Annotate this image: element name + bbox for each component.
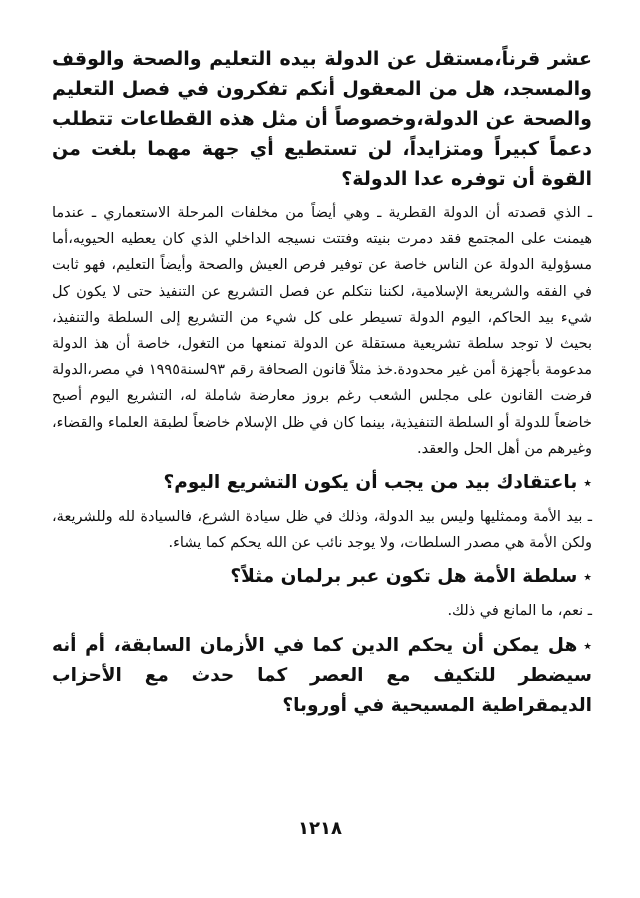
question-2-text: باعتقادك بيد من يجب أن يكون التشريع اليوم؟ xyxy=(163,472,578,494)
page-content xyxy=(52,44,592,727)
question-4 xyxy=(52,631,592,721)
question-marker: ٭ xyxy=(583,635,592,655)
page-number: ١٢١٨ xyxy=(298,818,342,839)
answer-paragraph-3: ـ نعم، ما المانع في ذلك. xyxy=(447,603,592,620)
question-4-text: هل يمكن أن يحكم الدين كما في الأزمان السابقة، أم أنه سيضطر للتكيف مع العصر كما حدث مع الأحزاب الديمقراطية المسيحية في أوروبا؟ xyxy=(52,634,592,716)
answer-paragraph-1: ـ الذي قصدته أن الدولة القطرية ـ وهي أيضاً من مخلفات المرحلة الاستعماري ـ عندما هيمنت على المجتمع فقد دمرت بنيته وفتتت نسيجه الداخلي الذي كان يعطيه الحيويه،أما مسؤولية الدولة عن الناس خاصة عن توفير فرص العيش والصحة وأيضاً التعليم، فهو ثابت في الفقه والشريعة الإسلامية، لكننا نتكلم عن فصل التشريع عن التنفيذ حتى لا يكون كل شيء بيد الحاكم، اليوم الدولة تسيطر على كل شيء من التشريع إلى السلطة والتنفيذ، بحيث لا توجد سلطة تشريعية مستقلة عن الدولة تمنعها من التغول، خاصة أن هذ الدولة مدعومة بأجهزة أمن غير محدودة.خذ مثلاً قانون الصحافة رقم ٩٣لسنة١٩٩٥ في مصر،الدولة فرضت القانون على مجلس الشعب رغم بروز معارضة شاملة له، التشريع اليوم أصبح خاضعاً للدولة أو السلطة التنفيذية، بينما كان في ظل الإسلام خاضعاً لطبقة العلماء والقضاء، وغيرهم من أهل الحل والعقد. xyxy=(52,205,592,457)
question-marker: ٭ xyxy=(583,473,592,493)
question-2 xyxy=(52,468,592,498)
question-marker: ٭ xyxy=(583,567,592,587)
opening-question-paragraph: عشر قرناً،مستقل عن الدولة بيده التعليم والصحة والوقف والمسجد، هل من المعقول أنكم تفكرون في فصل التعليم والصحة عن الدولة،وخصوصاً أن مثل هذه القطاعات تتطلب دعماً كبيراً ومتزايداً، لن تستطيع أي جهة مهما بلغت من القوة أن توفره عدا الدولة؟ xyxy=(52,48,592,190)
question-3-text: سلطة الأمة هل تكون عبر برلمان مثلاً؟ xyxy=(230,566,578,588)
question-3 xyxy=(52,562,592,592)
answer-paragraph-2: ـ بيد الأمة وممثليها وليس بيد الدولة، وذلك في ظل سيادة الشرع، فالسيادة لله وللشريعة، ولكن الأمة هي مصدر السلطات، ولا يوجد نائب عن الله يحكم كما يشاء. xyxy=(52,509,592,552)
